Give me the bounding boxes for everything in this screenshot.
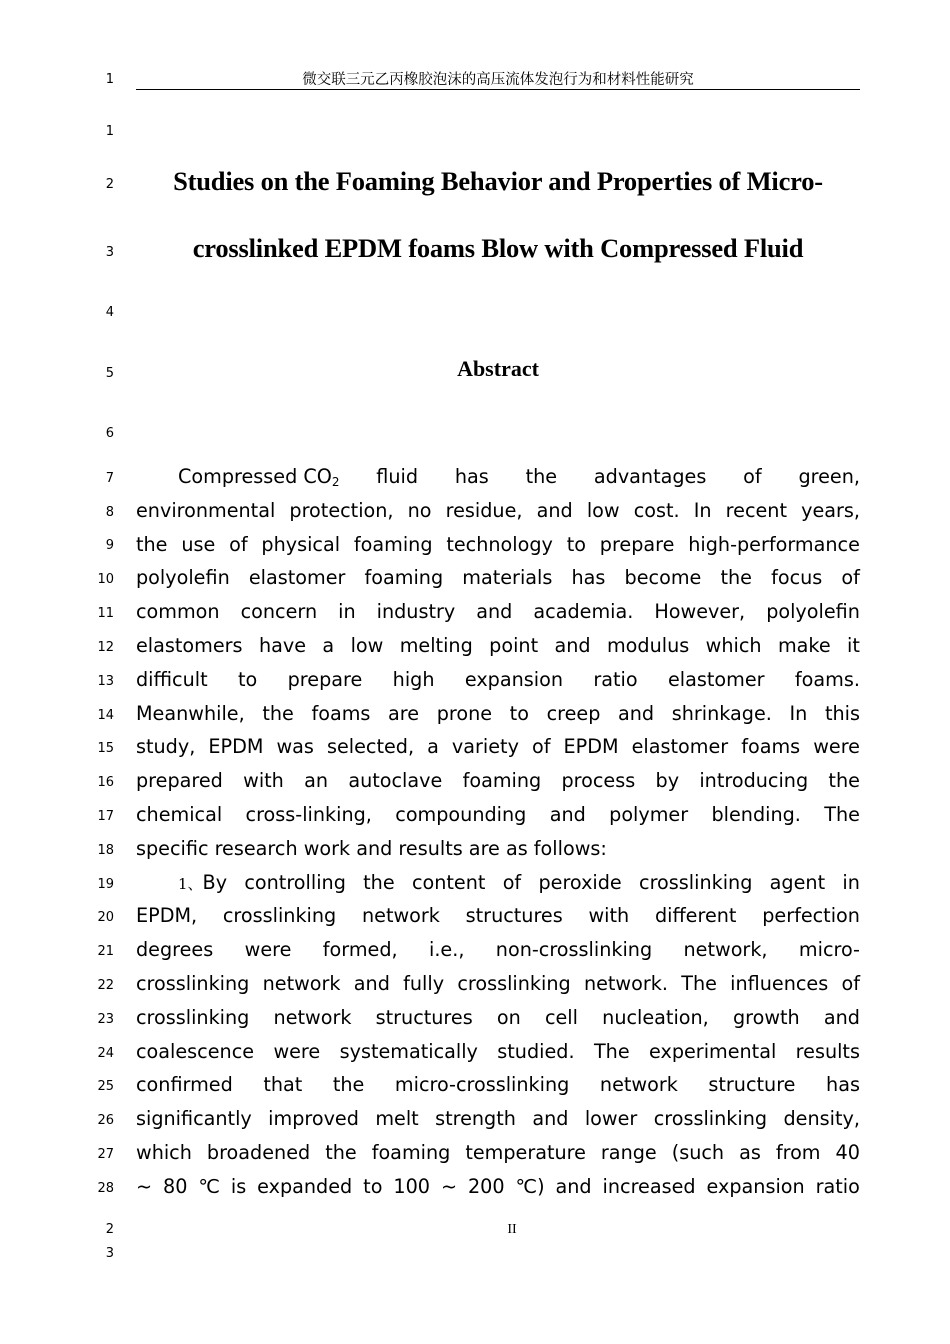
line-number: 15 <box>97 741 114 756</box>
line-number: 24 <box>97 1046 114 1061</box>
co2-subscript: 2 <box>331 475 340 489</box>
line-number: 2 <box>105 1222 114 1237</box>
abstract-body <box>136 460 860 1204</box>
abstract-heading: Abstract <box>457 356 539 381</box>
line-number: 6 <box>105 426 114 441</box>
body-line: the use of physical foaming technology to prepare high-performance <box>136 532 860 556</box>
body-line: Meanwhile, the foams are prone to creep and shrinkage. In this <box>136 701 860 725</box>
line-number: 8 <box>105 505 114 520</box>
line-number: 22 <box>97 978 114 993</box>
header-rule <box>136 89 860 90</box>
list-marker: 1、 <box>178 874 203 893</box>
body-line: difficult to prepare high expansion ratio elastomer foams. <box>136 667 860 691</box>
line-number: 14 <box>97 708 114 723</box>
line-number: 23 <box>97 1012 114 1027</box>
line-number: 12 <box>97 640 114 655</box>
body-line: study, EPDM was selected, a variety of EPDM elastomer foams were <box>136 735 860 759</box>
body-line: chemical cross-linking, compounding and polymer blending. The <box>136 802 860 826</box>
line-number: 21 <box>97 944 114 959</box>
line-number: 1 <box>105 72 114 87</box>
justified-words <box>178 460 340 494</box>
line-number: 3 <box>105 245 114 260</box>
line-number: 11 <box>97 606 114 621</box>
co2-text: Compressed CO <box>178 465 332 488</box>
line-number: 4 <box>105 305 114 320</box>
line-number: 10 <box>97 572 114 587</box>
body-line: coalescence were systematically studied. The experimental results <box>136 1039 860 1063</box>
line-number: 26 <box>97 1113 114 1128</box>
body-line: significantly improved melt strength and lower crosslinking density, <box>136 1107 860 1131</box>
line-number: 16 <box>97 775 114 790</box>
body-line: prepared with an autoclave foaming process by introducing the <box>136 769 860 793</box>
line-number: 20 <box>97 910 114 925</box>
body-line: specific research work and results are as follows: <box>136 836 607 860</box>
line-number: 5 <box>105 366 114 381</box>
line-number: 27 <box>97 1147 114 1162</box>
body-line: crosslinking network and fully crosslinking network. The influences of <box>136 971 860 995</box>
body-line-first: Compressed $CO_2$ fluid has the advantages of green, <box>136 460 860 494</box>
body-line: which broadened the foaming temperature range (such as from 40 <box>136 1140 860 1164</box>
body-line: ~ 80 ℃ is expanded to 100 ~ 200 ℃) and increased expansion ratio <box>136 1174 860 1198</box>
body-line: crosslinking network structures on cell nucleation, growth and <box>136 1005 860 1029</box>
item-first-line: 1、By controlling the content of peroxide crosslinking agent in <box>178 870 860 894</box>
running-header: 微交联三元乙丙橡胶泡沫的高压流体发泡行为和材料性能研究 <box>302 72 694 88</box>
body-line: common concern in industry and academia. However, polyolefin <box>136 600 860 624</box>
line-number: 9 <box>105 538 114 553</box>
line-number: 17 <box>97 809 114 824</box>
line-number: 7 <box>105 471 114 486</box>
title-line-1: Studies on the Foaming Behavior and Properties of Micro- <box>173 166 823 196</box>
body-line: elastomers have a low melting point and modulus which make it <box>136 633 860 657</box>
line-number: 18 <box>97 843 114 858</box>
body-line: polyolefin elastomer foaming materials has become the focus of <box>136 566 860 590</box>
body-line: degrees were formed, i.e., non-crosslinking network, micro- <box>136 938 860 962</box>
page-number: II <box>507 1222 517 1237</box>
line-number: 13 <box>97 674 114 689</box>
line-number: 19 <box>97 877 114 892</box>
body-line: EPDM, crosslinking network structures with different perfection <box>136 904 860 928</box>
line-number: 2 <box>105 177 114 192</box>
body-line: confirmed that the micro-crosslinking network structure has <box>136 1073 860 1097</box>
line-number: 3 <box>105 1246 114 1261</box>
line-number: 25 <box>97 1079 114 1094</box>
body-line: environmental protection, no residue, and low cost. In recent years, <box>136 498 860 522</box>
line-number: 28 <box>97 1181 114 1196</box>
title-line-2: crosslinked EPDM foams Blow with Compressed Fluid <box>192 233 804 263</box>
line-number: 1 <box>105 124 114 139</box>
